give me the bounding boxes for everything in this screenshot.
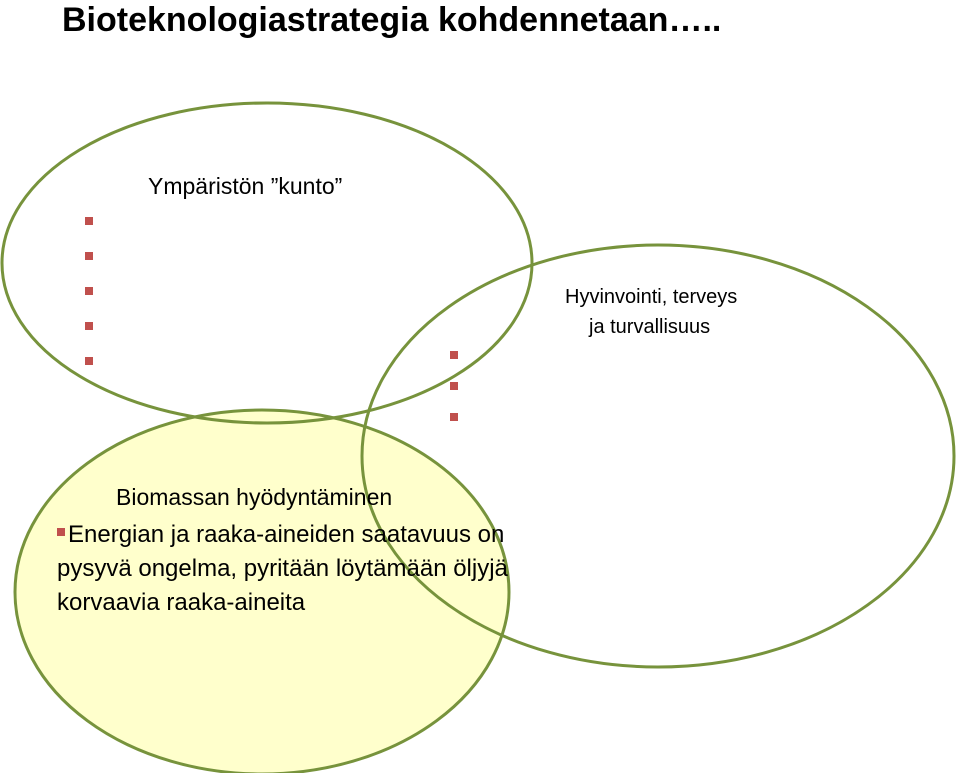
wellbeing-label bbox=[565, 282, 737, 342]
biomass-bullet-item bbox=[57, 518, 527, 620]
environment-bullet-1 bbox=[85, 217, 93, 225]
environment-bullet-5 bbox=[85, 357, 93, 365]
biomass-label: Biomassan hyödyntäminen bbox=[116, 484, 393, 510]
environment-label: Ympäristön ”kunto” bbox=[148, 173, 343, 199]
biomass-bullet bbox=[57, 528, 65, 536]
environment-bullet-3 bbox=[85, 287, 93, 295]
wellbeing-bullet-2 bbox=[450, 382, 458, 390]
environment-circle bbox=[2, 103, 532, 423]
wellbeing-bullet-3 bbox=[450, 413, 458, 421]
wellbeing-label-line1: Hyvinvointi, terveys bbox=[565, 286, 738, 308]
wellbeing-label-line2: ja turvallisuus bbox=[589, 316, 711, 338]
slide-title: Bioteknologiastrategia kohdennetaan….. bbox=[62, 1, 722, 39]
wellbeing-bullet-1 bbox=[450, 351, 458, 359]
biomass-bullet-text: Energian ja raaka-aineiden saatavuus on pysyvä ongelma, pyritään löytämään öljyjä korvaavia raaka-aineita bbox=[57, 521, 508, 616]
environment-bullet-2 bbox=[85, 252, 93, 260]
environment-bullet-4 bbox=[85, 322, 93, 330]
